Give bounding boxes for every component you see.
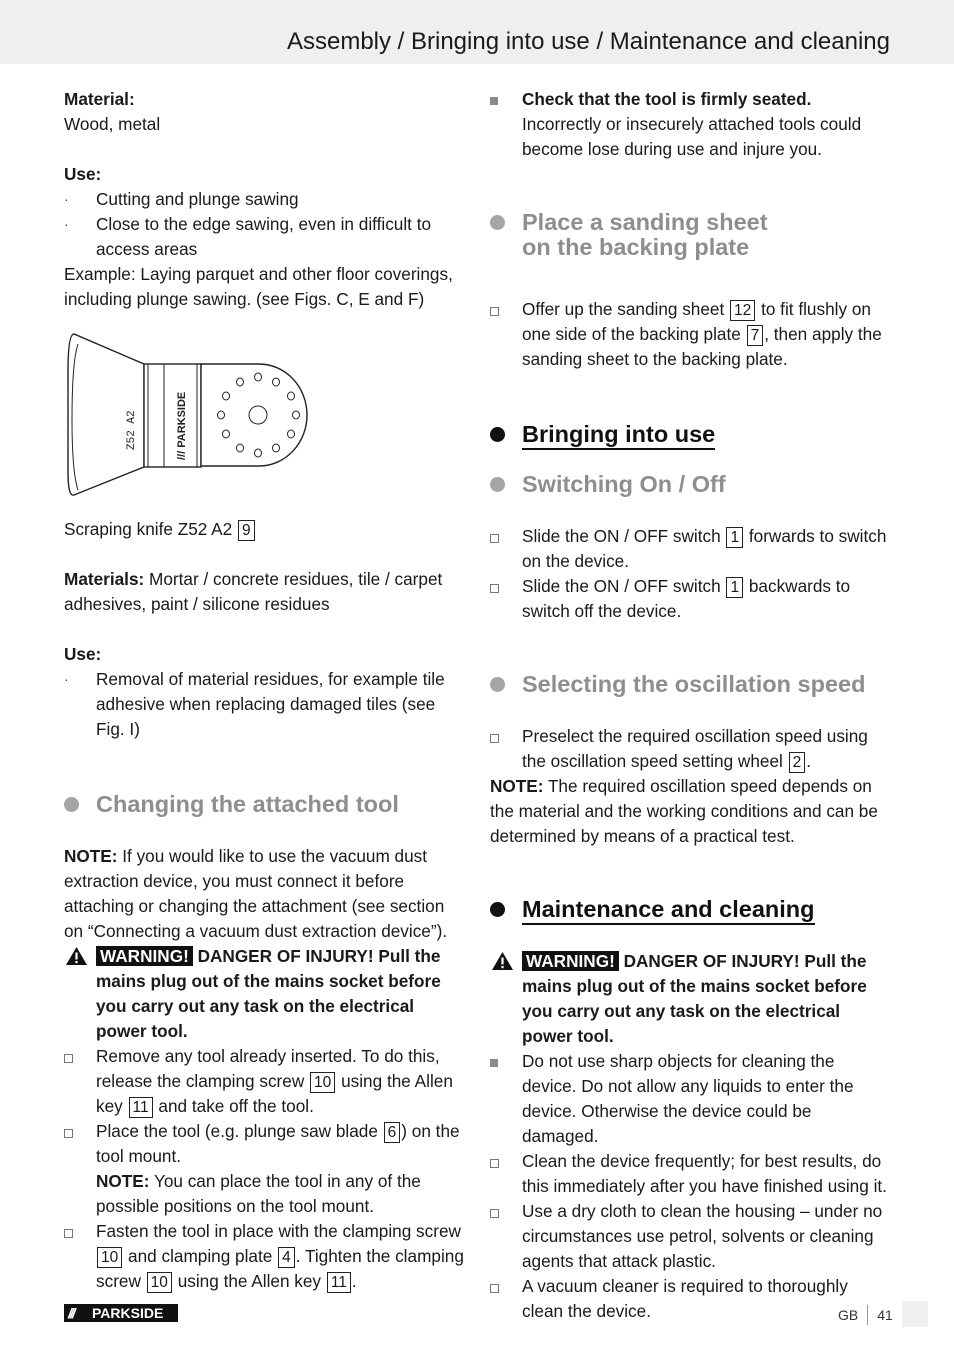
list-item: Slide the ON / OFF switch 1 backwards to switch off the device. [490,574,890,624]
open-square-bullet-icon [64,1054,73,1063]
warning-label: WARNING! [522,951,619,971]
brand-slashes-icon: /// [68,1305,74,1321]
speed-note: NOTE: The required oscillation speed depends on the material and the working conditions and can be determined by means of a practical test. [490,776,878,846]
list-item: Do not use sharp objects for cleaning the device. Do not allow any liquids to enter the device. Otherwise the device could be damaged. [490,1049,890,1149]
scraping-knife-figure [64,332,464,507]
list-item: · Cutting and plunge sawing [64,187,464,212]
warning-triangle-icon [491,951,514,971]
open-square-bullet-icon [64,1229,73,1238]
ref-number: 2 [789,752,806,773]
blade-brand-label: /// PARKSIDE [176,391,188,460]
materials-paragraph: Materials: Mortar / concrete residues, tile / carpet adhesives, paint / silicone residues [64,569,443,614]
section-heading-sanding-sheet: Place a sanding sheet on the backing plate [490,210,890,260]
list-item: A vacuum cleaner is required to thoroughly clean the device. [490,1274,890,1324]
section-heading-switching: Switching On / Off [490,472,890,497]
note-paragraph: NOTE: If you would like to use the vacuum dust extraction device, you must connect it before attaching or changing the attachment (see section on “Connecting a vacuum dust extraction device”). [64,846,448,941]
filled-square-bullet-icon [490,1059,498,1067]
ref-number: 1 [726,577,743,598]
open-square-bullet-icon [490,584,499,593]
page-title: Assembly / Bringing into use / Maintenance and cleaning [286,28,890,55]
open-square-bullet-icon [490,1209,499,1218]
ref-number: 6 [384,1122,401,1143]
black-bullet-icon [490,427,505,442]
section-heading-bringing-into-use: Bringing into use [490,422,890,447]
list-item: Check that the tool is firmly seated. Incorrectly or insecurely attached tools could become lose during use and injure you. [490,87,890,162]
list-item: Use a dry cloth to clean the housing – under no circumstances use petrol, solvents or cleaning agents that attack plastic. [490,1199,890,1274]
list-item: Clean the device frequently; for best results, do this immediately after you have finished using it. [490,1149,890,1199]
ref-number: 10 [310,1072,335,1093]
warning-block: WARNING! DANGER OF INJURY! Pull the mains plug out of the mains socket before you carry out any task on the electrical power tool. [490,949,890,1049]
open-square-bullet-icon [490,734,499,743]
ref-number: 11 [327,1272,351,1293]
material-value: Wood, metal [64,114,161,134]
list-item: Remove any tool already inserted. To do this, release the clamping screw 10 using the Allen key 11 and take off the tool. [64,1044,464,1119]
grey-bullet-icon [490,215,505,230]
grey-bullet-icon [490,477,505,492]
use2-label: Use: [64,644,102,664]
footer-page-info [838,1305,893,1325]
filled-square-bullet-icon [490,97,498,105]
open-square-bullet-icon [490,534,499,543]
section-heading-changing-tool: Changing the attached tool [64,792,464,817]
list-item: Fasten the tool in place with the clamping screw 10 and clamping plate 4 . Tighten the clamping screw 10 using the Allen key 11 . [64,1219,464,1294]
material-label: Material: [64,89,135,109]
grey-bullet-icon [64,797,79,812]
scraping-knife-illustration [64,332,464,507]
ref-number: 4 [278,1247,295,1268]
open-square-bullet-icon [490,307,499,316]
black-bullet-icon [490,902,505,917]
use-label: Use: [64,164,102,184]
left-column [64,87,464,1294]
section-heading-maintenance: Maintenance and cleaning [490,897,890,922]
open-square-bullet-icon [64,1129,73,1138]
list-item: · Close to the edge sawing, even in difficult to access areas [64,214,432,259]
dot-icon: · [64,671,69,687]
language-code: GB [838,1307,859,1323]
warning-block: WARNING! DANGER OF INJURY! Pull the mains plug out of the mains socket before you carry out any task on the electrical power tool. [64,944,464,1044]
ref-number: 12 [730,300,755,321]
blade-code-label: Z52 A2 [126,410,138,450]
dot-icon: · [64,216,69,232]
ref-number: 10 [147,1272,172,1293]
list-item: Preselect the required oscillation speed using the oscillation speed setting wheel 2 . [490,724,890,774]
ref-number: 11 [129,1097,153,1118]
dot-icon: · [64,191,69,207]
warning-triangle-icon [65,946,88,966]
footer-brand-logo: /// PARKSIDE [64,1304,178,1322]
grey-bullet-icon [490,677,505,692]
right-column [490,87,890,1324]
list-item: · Removal of material residues, for example tile adhesive when replacing damaged tiles (see Fig. I) [64,669,445,739]
page-number: 41 [867,1305,893,1325]
open-square-bullet-icon [490,1159,499,1168]
ref-number: 10 [97,1247,122,1268]
list-item: Offer up the sanding sheet 12 to fit flushly on one side of the backing plate 7 , then apply the sanding sheet to the backing plate. [490,297,890,372]
open-square-bullet-icon [490,1284,499,1293]
ref-number: 7 [747,325,764,346]
example-text: Example: Laying parquet and other floor coverings, including plunge sawing. (see Figs. C, E and F) [64,264,453,309]
warning-label: WARNING! [96,946,193,966]
list-item: Place the tool (e.g. plunge saw blade 6 ) on the tool mount. NOTE: You can place the tool in any of the possible positions on the tool mount. [64,1119,464,1219]
section-heading-oscillation-speed: Selecting the oscillation speed [490,672,890,697]
list-item: Slide the ON / OFF switch 1 forwards to switch on the device. [490,524,890,574]
footer-grey-box [902,1301,928,1327]
ref-number: 1 [726,527,743,548]
figure-caption: Scraping knife Z52 A2 9 [64,517,464,542]
ref-number: 9 [238,520,255,541]
